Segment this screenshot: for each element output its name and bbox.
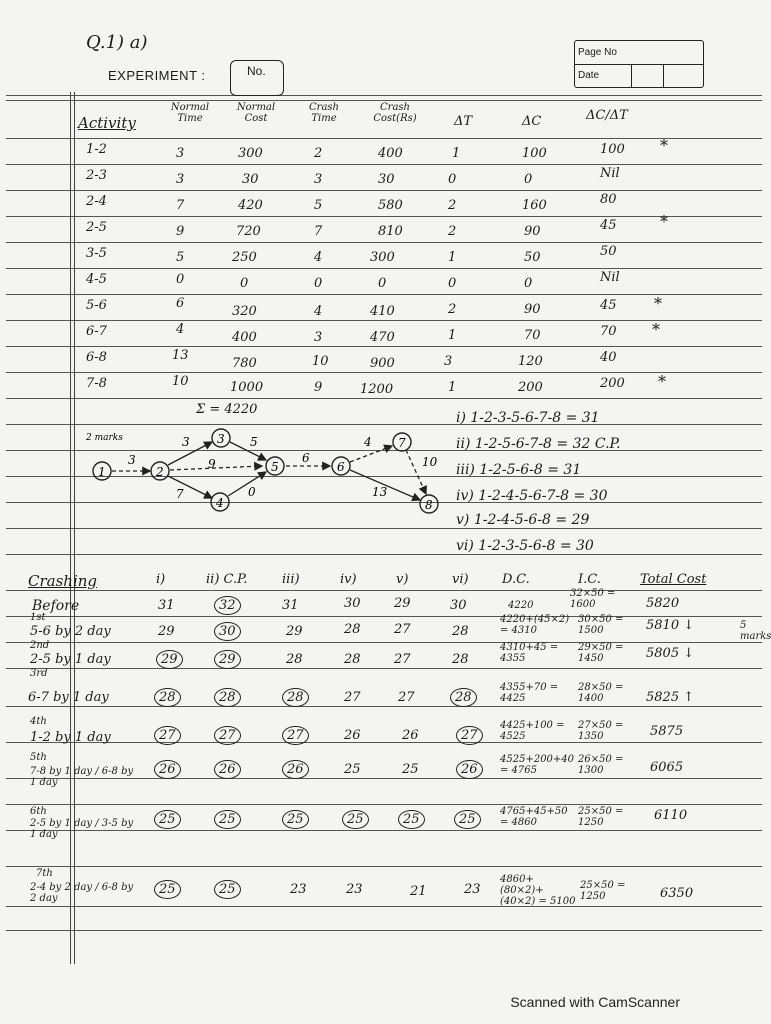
- col-header-slope: ΔC/ΔT: [586, 108, 628, 123]
- svg-text:4: 4: [216, 496, 224, 510]
- svg-text:10: 10: [422, 455, 438, 469]
- node-5: [266, 457, 284, 475]
- node-1: [93, 462, 111, 480]
- svg-text:9: 9: [208, 457, 216, 471]
- node-4: [211, 493, 229, 511]
- critical-mark: *: [660, 212, 668, 231]
- critical-mark: *: [654, 294, 662, 313]
- svg-text:6: 6: [302, 451, 310, 465]
- edge-4-5: [228, 472, 266, 496]
- no-label: No.: [247, 64, 266, 78]
- svg-text:3: 3: [217, 432, 225, 446]
- node-3: [212, 429, 230, 447]
- date-label: Date: [578, 70, 600, 81]
- scanner-watermark: Scanned with CamScanner: [510, 994, 680, 1010]
- network-marks-label: 2 marks: [86, 433, 123, 443]
- edge-2-4: [168, 476, 212, 498]
- edge-3-5: [230, 442, 266, 460]
- node-8: [420, 495, 438, 513]
- node-2: [151, 462, 169, 480]
- path-item: v) 1-2-4-5-6-8 = 29: [456, 512, 590, 528]
- page-no-label: Page No: [578, 47, 617, 58]
- side-note: 5 marks: [740, 620, 771, 642]
- svg-text:8: 8: [425, 498, 433, 512]
- col-header-delta-t: ΔT: [454, 114, 473, 129]
- col-header-crash-cost: Crash Cost(Rs): [373, 102, 417, 124]
- svg-text:6: 6: [337, 460, 345, 474]
- sum-normal-cost: Σ = 4220: [196, 402, 258, 417]
- svg-text:3: 3: [128, 453, 136, 467]
- critical-mark: *: [660, 136, 668, 155]
- svg-text:7: 7: [398, 436, 406, 450]
- col-header-normal-cost: Normal Cost: [236, 102, 276, 124]
- col-header-normal-time: Normal Time: [170, 102, 210, 124]
- path-item: i) 1-2-3-5-6-7-8 = 31: [456, 410, 600, 426]
- col-header-crash-time: Crash Time: [309, 102, 339, 124]
- path-item: vi) 1-2-3-5-6-8 = 30: [456, 538, 594, 554]
- page-no-box: [574, 40, 704, 88]
- path-item: iii) 1-2-5-6-8 = 31: [456, 462, 582, 478]
- svg-text:5: 5: [250, 435, 258, 449]
- network-diagram: [80, 420, 450, 520]
- path-item-critical: ii) 1-2-5-6-7-8 = 32 C.P.: [456, 436, 621, 452]
- crashing-header: Crashing: [28, 572, 98, 590]
- critical-mark: *: [652, 320, 660, 339]
- node-6: [332, 457, 350, 475]
- svg-text:7: 7: [176, 487, 184, 501]
- svg-text:4: 4: [364, 435, 372, 449]
- node-7: [393, 433, 411, 451]
- edge-2-3: [168, 442, 212, 465]
- question-number: Q.1) a): [86, 32, 148, 53]
- col-header-activity: Activity: [78, 114, 136, 132]
- svg-text:0: 0: [248, 485, 256, 499]
- critical-mark: *: [658, 372, 666, 391]
- svg-text:3: 3: [182, 435, 190, 449]
- scanned-page: Q.1) a) EXPERIMENT : No. Page No Date Activity Normal Time Normal Cost Crash Time Crash Cost(Rs) ΔT ΔC ΔC/ΔT 1-2 3 300 2 400 1 100 100 * 2-3 3 30 3 30 0 0 Nil 2-4 7 420 5 580 2 160 80 2-5 9 720 7 810 2 90 45 * 3-5 5 250 4 300 1 50 50 4-5 0 0 0 0 0 0 Nil 5-6 6 320 4 410 2 90 45 * 6-7 4 400 3 470 1 70 70 * 6-8 13 780 10 900 3 120 40 7-8 10 1000 9 1200 1 200 200 * Σ = 4220 2 marks 1 2 3 4 5 6 7 8 3 3 5 9 7 0 6 4 10 13 i) 1-2-3-5-6-7-8 = 31 ii) 1-2-5-6-7-8 = 32 C.P. iii) 1-2-5-6-8 = 31 iv) 1-2-4-5-6-7-8 = 30 v) 1-2-4-5-6-8 = 29 vi) 1-2-3-5-6-8 = 30 Crashing i) ii) C.P. iii) iv) v) vi) D.C. I.C. Total Cost Before 31 32 31 30 29 30 4220 32×50 = 1600 5820 1st 5-6 by 2 day 29 30 29 28 27 28 4220+(45×2) = 4310 30×50 = 1500 5810 ↓ 2nd 2-5 by 1 day 29 29 28 28 27 28 4310+45 = 4355 29×50 = 1450 5805 ↓ 3rd 6-7 by 1 day 28 28 28 27 27 28 4355+70 = 4425 28×50 = 1400 5825 ↑ 4th 1-2 by 1 day 27 27 27 26 26 27 4425+100 = 4525 27×50 = 1350 5875 5th 7-8 by 1 day / 6-8 by 1 day 26 26 26 25 25 26 4525+200+40 = 4765 26×50 = 1300 6065 6th 2-5 by 1 day / 3-5 by 1 day 25 25 25 25 25 25 4765+45+50 = 4860 25×50 = 1250 6110 7th 2-4 by 2 day / 6-8 by 2 day 25 25 23 23 21 23 4860+(80×2)+(40×2) = 5100 25×50 = 1250 6350 5 marks Scanned with CamScanner: [0, 0, 768, 1024]
- svg-text:2: 2: [156, 465, 164, 479]
- no-box: [230, 60, 284, 96]
- edge-2-5: [170, 466, 262, 470]
- svg-text:1: 1: [98, 465, 106, 479]
- col-header-delta-c: ΔC: [522, 114, 542, 129]
- svg-text:13: 13: [372, 485, 388, 499]
- path-item: iv) 1-2-4-5-6-7-8 = 30: [456, 488, 608, 504]
- svg-text:5: 5: [271, 460, 279, 474]
- experiment-label: EXPERIMENT :: [108, 68, 206, 83]
